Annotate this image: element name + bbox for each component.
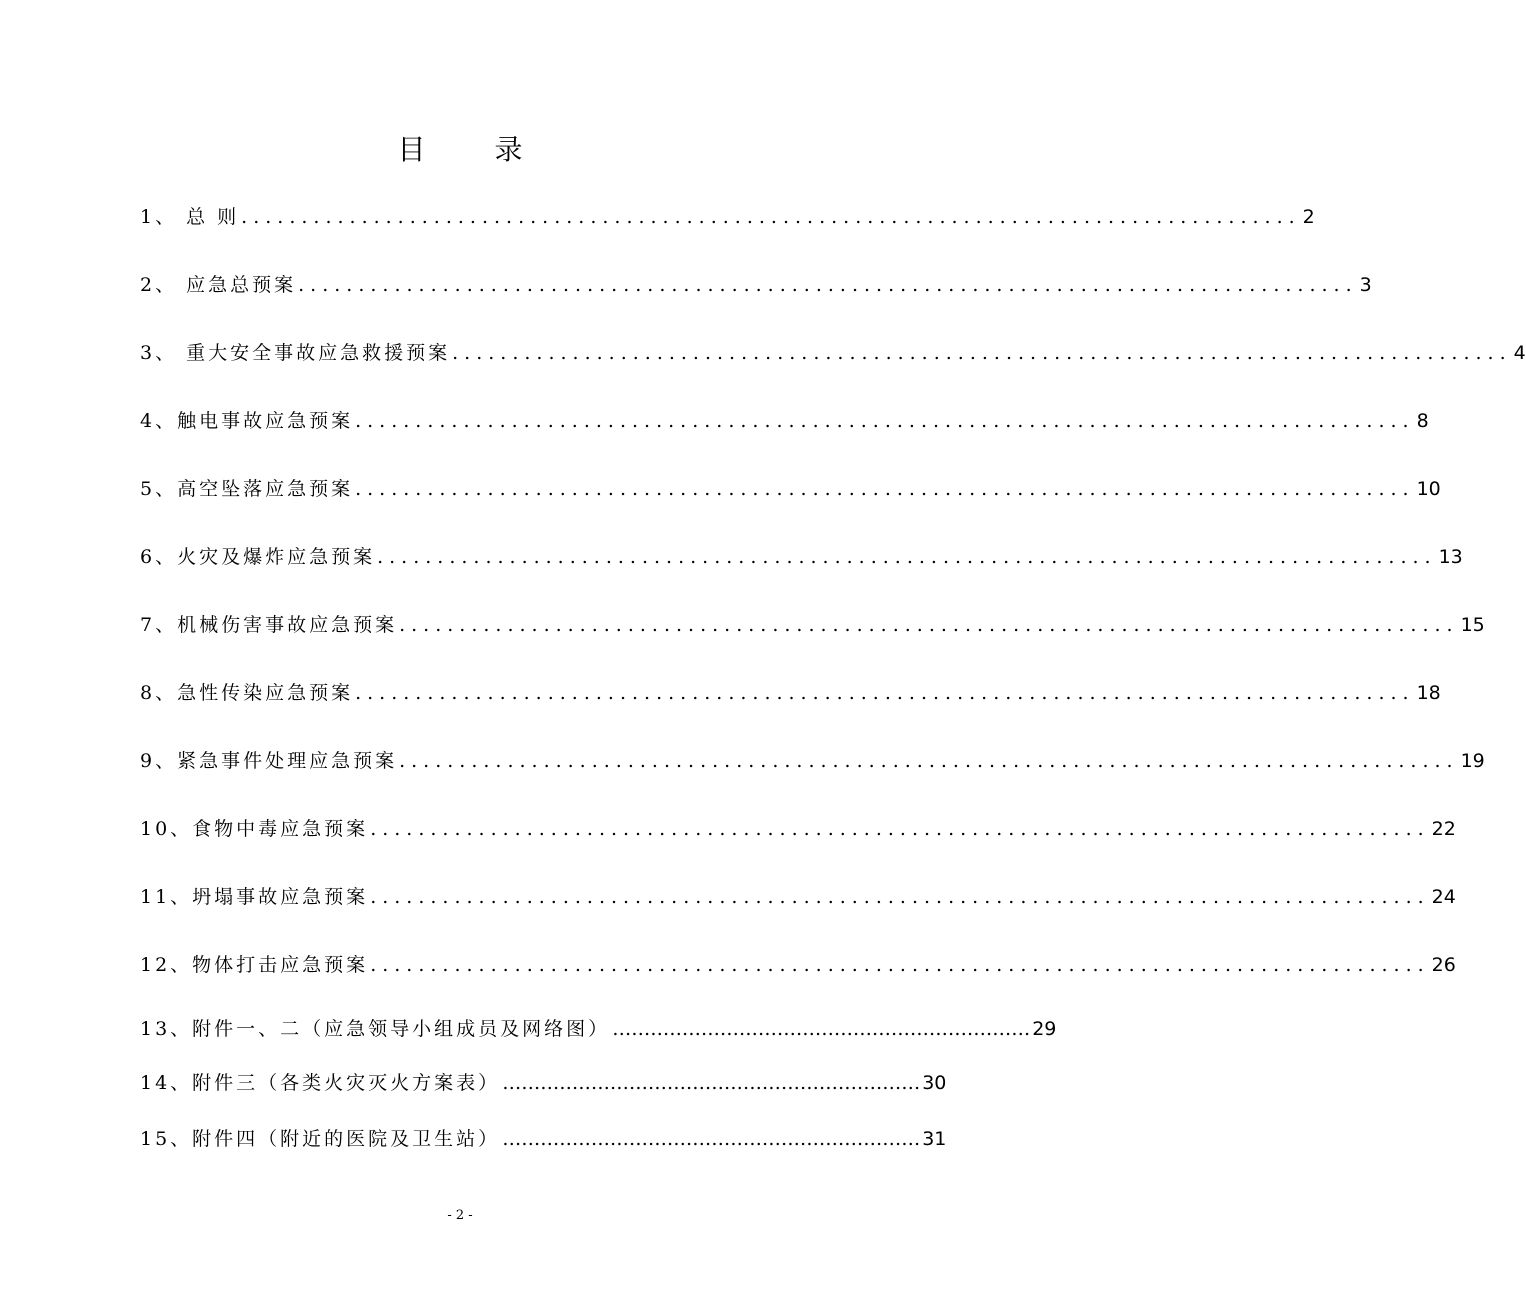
toc-entry[interactable] <box>140 948 1456 982</box>
toc-entry[interactable] <box>140 744 1485 778</box>
toc-leader-dots: ........................................................................................ <box>452 342 1512 364</box>
toc-entry-label: 13、附件一、二（应急领导小组成员及网络图） <box>140 1018 611 1040</box>
toc-entry[interactable] <box>140 268 1372 302</box>
toc-entry[interactable] <box>140 404 1429 438</box>
toc-entry-page: 31 <box>922 1128 947 1150</box>
toc-entry[interactable] <box>140 472 1441 506</box>
toc-leader-dots: ………………………………………………………… <box>502 1072 921 1094</box>
toc-entry-label: 7、机械伤害事故应急预案 <box>140 614 398 636</box>
toc-entry-page: 15 <box>1460 614 1485 636</box>
toc-entry[interactable] <box>140 1012 1057 1046</box>
toc-leader-dots: ........................................................................................ <box>355 478 1415 500</box>
toc-leader-dots: ........................................................................................ <box>370 954 1430 976</box>
toc-entry-page: 29 <box>1032 1018 1057 1040</box>
toc-entry-label: 3、 重大安全事故应急救援预案 <box>140 342 451 364</box>
toc-leader-dots: ........................................................................................ <box>370 886 1430 908</box>
toc-leader-dots: ........................................................................................ <box>399 750 1459 772</box>
toc-entry-page: 10 <box>1416 478 1441 500</box>
toc-entry-label: 14、附件三（各类火灾灭火方案表） <box>140 1072 501 1094</box>
toc-entry-label: 1、 总 则 <box>140 206 240 228</box>
toc-entry-page: 19 <box>1460 750 1485 772</box>
toc-entry-label: 5、高空坠落应急预案 <box>140 478 354 500</box>
toc-entry-page: 26 <box>1431 954 1456 976</box>
toc-leader-dots: ........................................................................................ <box>298 274 1358 296</box>
toc-entry[interactable] <box>140 880 1456 914</box>
toc-leader-dots: ………………………………………………………… <box>502 1128 921 1150</box>
toc-entry-page: 24 <box>1431 886 1456 908</box>
toc-entry[interactable] <box>140 200 1315 234</box>
toc-entry-label: 15、附件四（附近的医院及卫生站） <box>140 1128 501 1150</box>
toc-entry-page: 8 <box>1416 410 1429 432</box>
toc-entry-label: 2、 应急总预案 <box>140 274 297 296</box>
toc-entry[interactable] <box>140 336 1526 370</box>
toc-leader-dots: ........................................................................................ <box>370 818 1430 840</box>
toc-entry[interactable] <box>140 812 1456 846</box>
toc-entry-label: 10、食物中毒应急预案 <box>140 818 369 840</box>
toc-entry-page: 13 <box>1438 546 1463 568</box>
toc-leader-dots: ........................................................................................ <box>241 206 1301 228</box>
page-number-footer: - 2 - <box>447 1208 473 1223</box>
toc-entry[interactable] <box>140 676 1441 710</box>
toc-entry-page: 3 <box>1359 274 1372 296</box>
toc-entry-page: 2 <box>1302 206 1315 228</box>
toc-leader-dots: ………………………………………………………… <box>612 1018 1031 1040</box>
toc-entry-label: 9、紧急事件处理应急预案 <box>140 750 398 772</box>
toc-entry[interactable] <box>140 1066 947 1100</box>
toc-entry[interactable] <box>140 1122 947 1156</box>
toc-leader-dots: ........................................................................................ <box>377 546 1437 568</box>
toc-entry-label: 12、物体打击应急预案 <box>140 954 369 976</box>
toc-entry-page: 4 <box>1513 342 1526 364</box>
toc-entry-label: 6、火灾及爆炸应急预案 <box>140 546 376 568</box>
toc-entry[interactable] <box>140 608 1485 642</box>
page-title: 目 录 <box>397 133 553 166</box>
toc-entry-label: 11、坍塌事故应急预案 <box>140 886 369 908</box>
toc-entry-page: 18 <box>1416 682 1441 704</box>
toc-entry[interactable] <box>140 540 1463 574</box>
toc-entry-label: 8、急性传染应急预案 <box>140 682 354 704</box>
toc-entry-page: 22 <box>1431 818 1456 840</box>
toc-entry-label: 4、触电事故应急预案 <box>140 410 354 432</box>
toc-leader-dots: ........................................................................................ <box>355 682 1415 704</box>
toc-leader-dots: ........................................................................................ <box>355 410 1415 432</box>
toc-entry-page: 30 <box>922 1072 947 1094</box>
toc-leader-dots: ........................................................................................ <box>399 614 1459 636</box>
